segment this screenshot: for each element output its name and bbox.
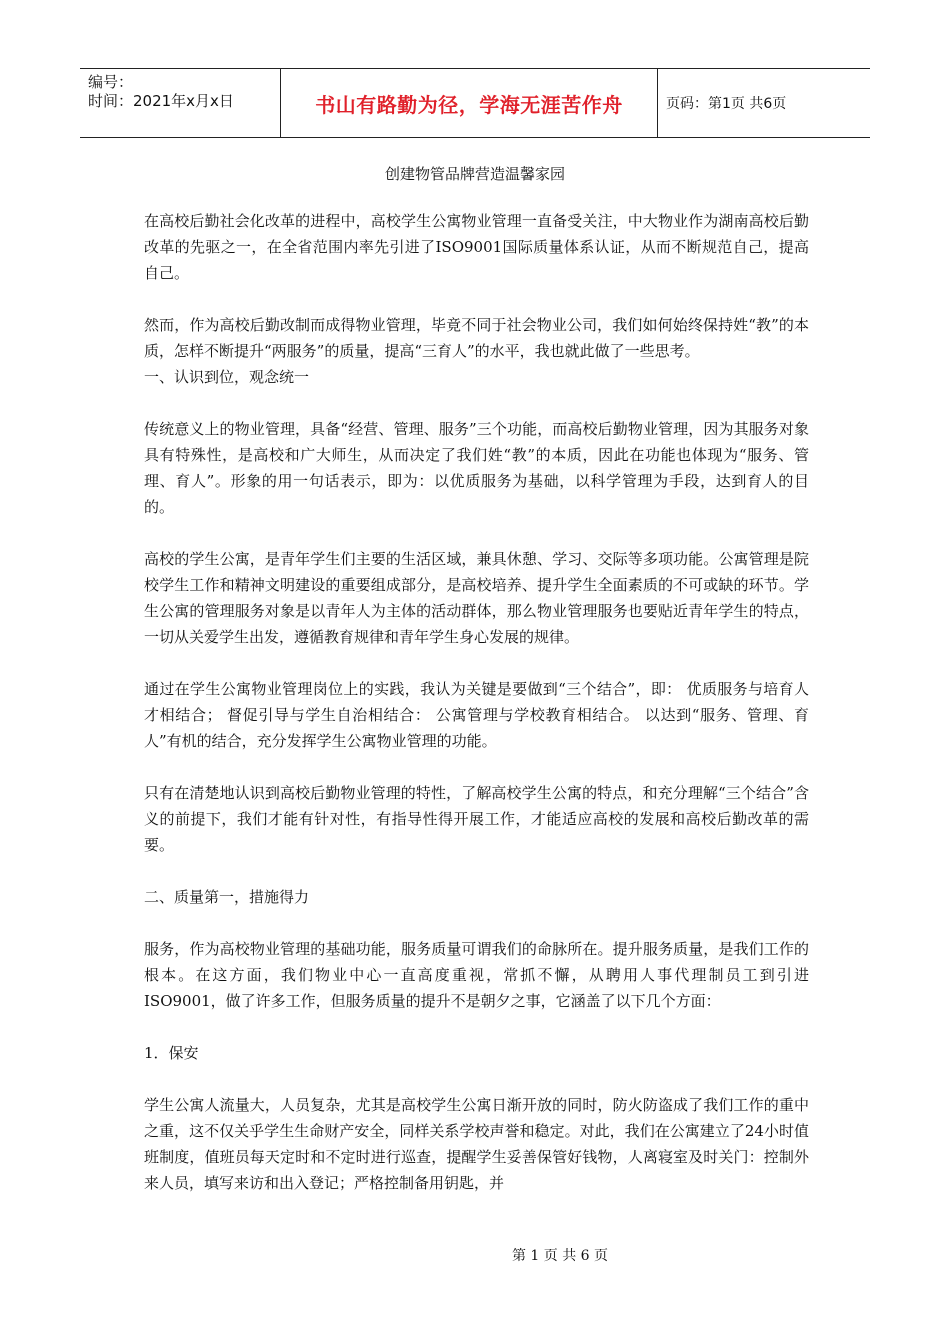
paragraph: 高校的学生公寓，是青年学生们主要的生活区域，兼具休憩、学习、交际等多项功能。公寓管理是院校学生工作和精神文明建设的重要组成部分，是高校培养、提升学生全面素质的不可或缺的环节。学生公寓的管理服务对象是以青年人为主体的活动群体，那么物业管理服务也要贴近青年学生的特点，一切从关爱学生出发，遵循教育规律和青年学生身心发展的规律。	[144, 550, 809, 646]
paragraph: 在高校后勤社会化改革的进程中，高校学生公寓物业管理一直备受关注，中大物业作为湖南高校后勤改革的先驱之一，在全省范围内率先引进了ISO9001国际质量体系认证，从而不断规范自己，提高自己。	[144, 212, 809, 282]
header-page-info: 页码：第1页 共6页	[666, 96, 787, 112]
section-heading: 二、质量第一，措施得力	[144, 888, 310, 906]
paragraph: 然而，作为高校后勤改制而成得物业管理，毕竟不同于社会物业公司，我们如何始终保持姓“教”的本质，怎样不断提升“两服务”的质量，提高“三育人”的水平，我也就此做了一些思考。	[144, 316, 809, 360]
section-heading: 一、认识到位，观念统一	[144, 368, 310, 386]
document-body	[144, 208, 809, 1196]
paragraph: 学生公寓人流量大，人员复杂，尤其是高校学生公寓日渐开放的同时，防火防盗成了我们工作的重中之重，这不仅关乎学生生命财产安全，同样关系学校声誉和稳定。对此，我们在公寓建立了24小时值班制度，值班员每天定时和不定时进行巡查，提醒学生妥善保管好钱物，人离寝室及时关门：控制外来人员，填写来访和出入登记；严格控制备用钥匙，并	[144, 1096, 809, 1192]
header-meta	[80, 69, 280, 137]
paragraph: 只有在清楚地认识到高校后勤物业管理的特性，了解高校学生公寓的特点，和充分理解“三个结合”含义的前提下，我们才能有针对性，有指导性得开展工作，才能适应高校的发展和高校后勤改革的需要。	[144, 784, 809, 854]
paragraph: 传统意义上的物业管理，具备“经营、管理、服务”三个功能，而高校后勤物业管理，因为其服务对象具有特殊性，是高校和广大师生，从而决定了我们姓“教”的本质，因此在功能也体现为“服务、管理、育人”。形象的用一句话表示，即为：以优质服务为基础，以科学管理为手段，达到育人的目的。	[144, 420, 809, 516]
document-header	[80, 68, 870, 138]
code-label: 编号：	[88, 73, 134, 91]
header-motto: 书山有路勤为径，学海无涯苦作舟	[280, 69, 658, 137]
page-footer: 第 1 页 共 6 页	[511, 1248, 609, 1264]
paragraph: 服务，作为高校物业管理的基础功能，服务质量可谓我们的命脉所在。提升服务质量，是我们工作的根本。在这方面，我们物业中心一直高度重视，常抓不懈，从聘用人事代理制员工到引进ISO9001，做了许多工作，但服务质量的提升不是朝夕之事，它涵盖了以下几个方面：	[144, 940, 809, 1010]
paragraph: 通过在学生公寓物业管理岗位上的实践，我认为关键是要做到“三个结合”，即： 优质服务与培育人才相结合； 督促引导与学生自治相结合： 公寓管理与学校教育相结合。 以达到“服务、管理、育人”有机的结合，充分发挥学生公寓物业管理的功能。	[144, 680, 809, 750]
document-title: 创建物管品牌营造温馨家园	[384, 165, 565, 183]
date-label: 时间：2021年x月x日	[88, 92, 234, 110]
subsection-heading: 1．保安	[144, 1044, 199, 1062]
